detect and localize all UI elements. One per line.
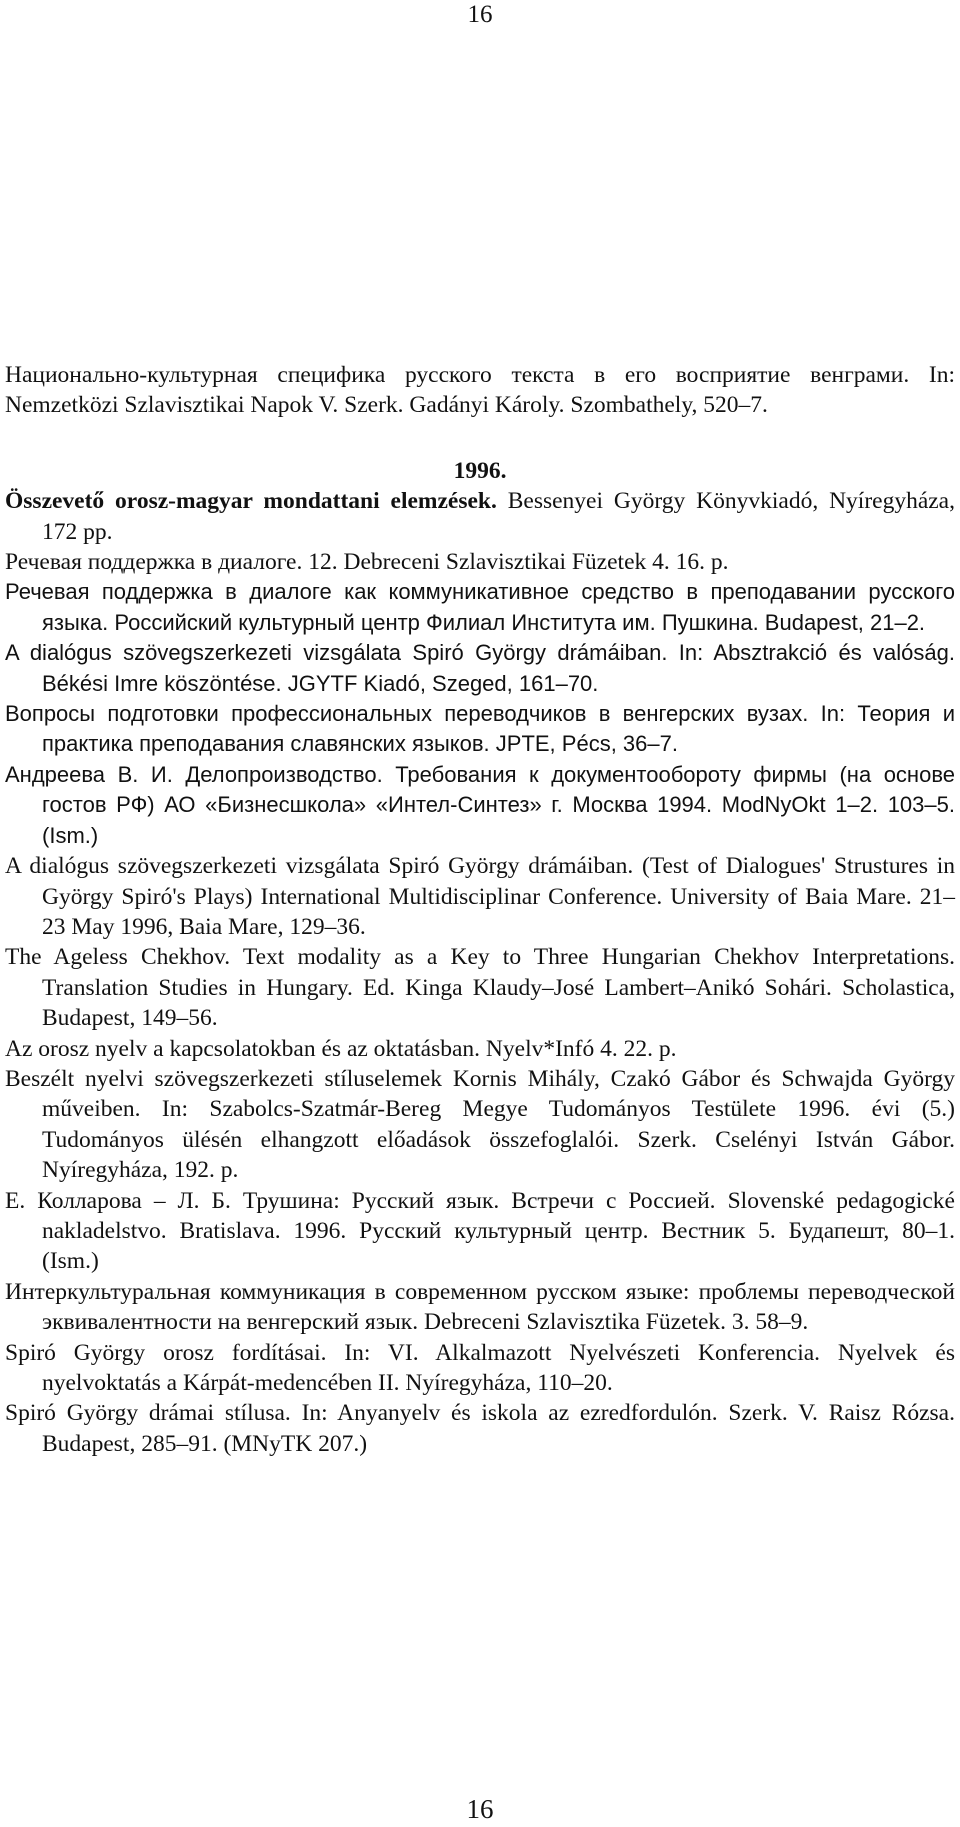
bibliography-entry: Beszélt nyelvi szövegszerkezeti stíluselemek Kornis Mihály, Czakó Gábor és Schwajda György műveiben. In: Szabolcs-Szatmár-Bereg Megye Tudományos Testülete 1996. évi (5.) Tudományos ülésén elhangzott előadások összefoglalói. Szerk. Cselényi István Gábor. Nyíregyháza, 192. p. (5, 1065, 955, 1184)
bibliography-entry: Е. Колларова – Л. Б. Трушина: Русский язык. Встречи с Россией. Slovenské pedagogické nakladelstvo. Bratislava. 1996. Русский культурный центр. Вестник 5. Будапешт, 80–1. (Ism.) (5, 1187, 955, 1275)
page-number-bottom: 16 (466, 1794, 494, 1824)
bibliography-entry: Речевая поддержка в диалоге как коммуникативное средство в преподавании русского языка. Российский культурный центр Филиал Института им. Пушкина. Budapest, 21–2. (5, 579, 955, 635)
bibliography-entry: A dialógus szövegszerkezeti vizsgálata Spiró György drámáiban. In: Absztrakció és valóság. Békési Imre köszöntése. JGYTF Kiadó, Szeged, 161–70. (5, 640, 955, 696)
bibliography-entry: Вопросы подготовки профессиональных переводчиков в венгерских вузах. In: Теория и практика преподавания славянских языков. JPTE, Pécs, 36–7. (5, 701, 955, 757)
bibliography-entry: Az orosz nyelv a kapcsolatokban és az oktatásban. Nyelv*Infó 4. 22. p. (5, 1035, 677, 1062)
bibliography-entry (5, 486, 955, 547)
bibliography-entry: Речевая поддержка в диалоге. 12. Debreceni Szlavisztikai Füzetek 4. 16. p. (5, 549, 729, 576)
bibliography-entry: Интеркультуральная коммуникация в современном русском языке: проблемы переводческой эквивалентности на венгерский язык. Debreceni Szlavisztika Füzetek. 3. 58–9. (5, 1278, 955, 1336)
bibliography-entry: Spiró György drámai stílusa. In: Anyanyelv és iskola az ezredfordulón. Szerk. V. Raisz Rózsa. Budapest, 285–91. (MNyTK 207.) (5, 1400, 955, 1457)
bibliography-list (5, 360, 955, 1459)
book-details: Bessenyei György Könyvkiadó, Nyíregyháza, 172 pp. (42, 488, 955, 545)
bibliography-entry: Национально-культурная специфика русского текста в его восприятие венграми. In: Nemzetközi Szlavisztikai Napok V. Szerk. Gadányi Károly. Szombathely, 520–7. (5, 362, 955, 419)
page-number-top: 16 (467, 1, 493, 28)
bibliography-entry: The Ageless Chekhov. Text modality as a Key to Three Hungarian Chekhov Interpretations. Translation Studies in Hungary. Ed. Kinga Klaudy–José Lambert–Anikó Sohári. Scholastica, Budapest, 149–56. (5, 944, 955, 1032)
book-title: Összevető orosz-magyar mondattani elemzések. (5, 488, 497, 515)
bibliography-entry: Андреева В. И. Делопроизводство. Требования к документообороту фирмы (на основе гостов РФ) АО «Бизнесшкола» «Интел-Синтез» г. Москва 1994. ModNyOkt 1–2. 103–5. (Ism.) (5, 761, 955, 848)
year-heading: 1996. (453, 457, 507, 484)
bibliography-entry: Spiró György orosz fordításai. In: VI. Alkalmazott Nyelvészeti Konferencia. Nyelvek és nyelvoktatás a Kárpát-medencében II. Nyíregyháza, 110–20. (5, 1339, 955, 1396)
bibliography-entry: A dialógus szövegszerkezeti vizsgálata Spiró György drámáiban. (Test of Dialogues' Strustures in György Spiró's Plays) International Multidisciplinar Conference. University of Baia Mare. 21–23 May 1996, Baia Mare, 129–36. (5, 853, 955, 940)
